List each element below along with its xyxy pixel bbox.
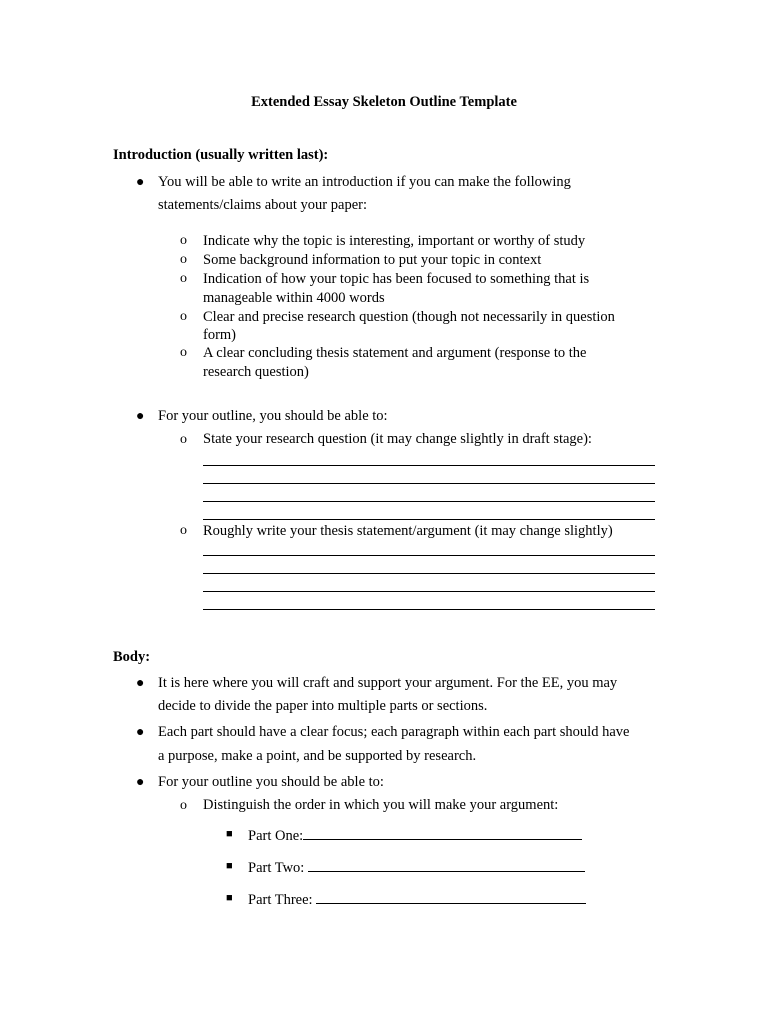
part-one-row: [248, 825, 582, 845]
intro-subitem-2: Some background information to put your topic in context: [203, 252, 542, 268]
intro-subitem-5-line-2: research question): [203, 364, 309, 380]
square-bullet-icon: ■: [226, 828, 233, 840]
part-one-blank[interactable]: [303, 825, 582, 840]
bullet-icon: ●: [136, 175, 145, 190]
body-bullet-3: For your outline you should be able to:: [158, 774, 384, 790]
blank-answer-line[interactable]: [203, 573, 655, 574]
square-bullet-icon: ■: [226, 892, 233, 904]
blank-answer-line[interactable]: [203, 465, 655, 466]
intro-subitem-3-line-2: manageable within 4000 words: [203, 290, 385, 306]
circle-bullet-icon: o: [180, 252, 187, 267]
circle-bullet-icon: o: [180, 432, 187, 447]
circle-bullet-icon: o: [180, 523, 187, 538]
body-bullet-1-line-1: It is here where you will craft and support your argument. For the EE, you may: [158, 675, 618, 691]
circle-bullet-icon: o: [180, 798, 187, 813]
circle-bullet-icon: o: [180, 345, 187, 360]
circle-bullet-icon: o: [180, 233, 187, 248]
part-two-blank[interactable]: [308, 857, 585, 872]
intro-subitem-4-line-1: Clear and precise research question (though not necessarily in question: [203, 309, 615, 325]
intro-bullet-1-line-2: statements/claims about your paper:: [158, 197, 367, 213]
blank-answer-line[interactable]: [203, 555, 655, 556]
part-two-label: Part Two:: [248, 860, 308, 876]
square-bullet-icon: ■: [226, 860, 233, 872]
bullet-icon: ●: [136, 409, 145, 424]
body-bullet-2-line-1: Each part should have a clear focus; each paragraph within each part should have: [158, 724, 630, 740]
part-three-blank[interactable]: [316, 889, 586, 904]
blank-answer-line[interactable]: [203, 609, 655, 610]
body-bullet-1-line-2: decide to divide the paper into multiple parts or sections.: [158, 698, 488, 714]
blank-answer-line[interactable]: [203, 519, 655, 520]
intro-subitem-4-line-2: form): [203, 327, 237, 343]
bullet-icon: ●: [136, 676, 145, 691]
circle-bullet-icon: o: [180, 309, 187, 324]
part-three-label: Part Three:: [248, 892, 317, 908]
bullet-icon: ●: [136, 725, 145, 740]
part-two-row: [248, 857, 585, 877]
body-heading: Body:: [113, 649, 151, 665]
bullet-icon: ●: [136, 775, 145, 790]
document-title: Extended Essay Skeleton Outline Template: [251, 94, 517, 110]
intro-subitem-1: Indicate why the topic is interesting, important or worthy of study: [203, 233, 586, 249]
outline-item-thesis: Roughly write your thesis statement/argument (it may change slightly): [203, 523, 613, 539]
outline-item-research-question: State your research question (it may change slightly in draft stage):: [203, 431, 592, 447]
intro-bullet-2: For your outline, you should be able to:: [158, 408, 388, 424]
blank-answer-line[interactable]: [203, 591, 655, 592]
body-subitem-order: Distinguish the order in which you will make your argument:: [203, 797, 559, 813]
body-bullet-2-line-2: a purpose, make a point, and be supported by research.: [158, 748, 477, 764]
part-one-label: Part One:: [248, 828, 304, 844]
introduction-heading: Introduction (usually written last):: [113, 147, 329, 163]
intro-subitem-3-line-1: Indication of how your topic has been focused to something that is: [203, 271, 590, 287]
intro-subitem-5-line-1: A clear concluding thesis statement and argument (response to the: [203, 345, 587, 361]
blank-answer-line[interactable]: [203, 501, 655, 502]
blank-answer-line[interactable]: [203, 483, 655, 484]
intro-bullet-1-line-1: You will be able to write an introduction if you can make the following: [158, 174, 571, 190]
part-three-row: [248, 889, 586, 909]
circle-bullet-icon: o: [180, 271, 187, 286]
